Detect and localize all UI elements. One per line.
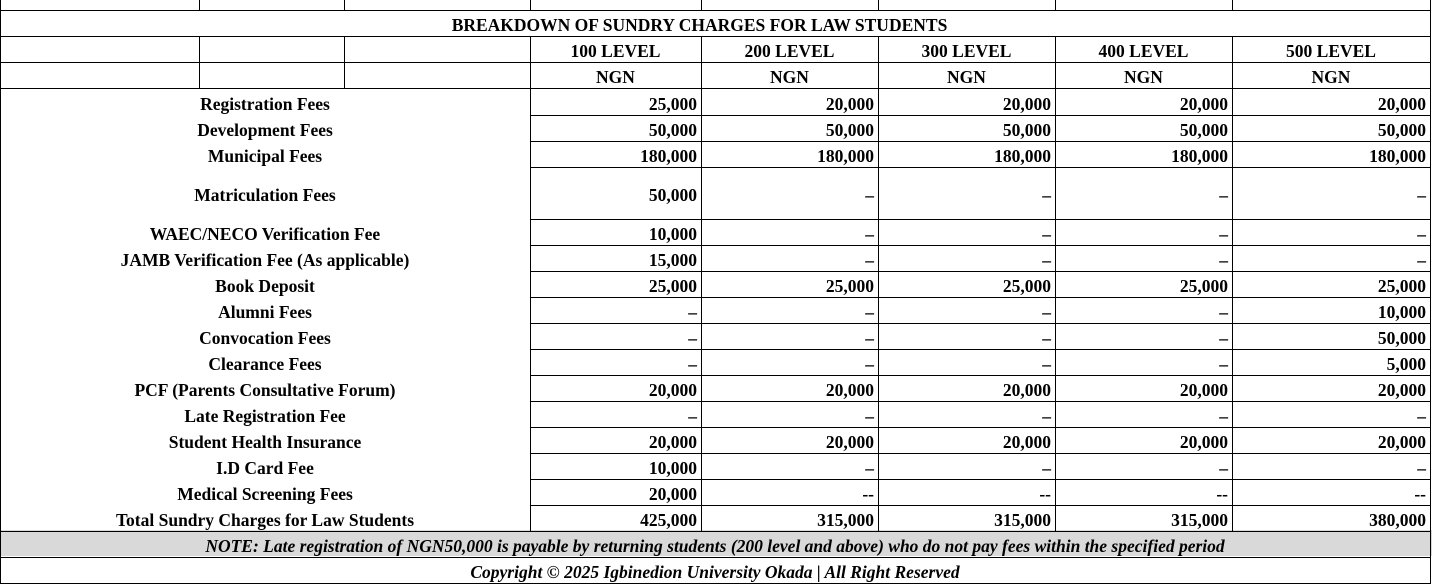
fee-value: –: [1042, 224, 1051, 244]
fee-value: –: [688, 406, 697, 426]
fee-value: --: [1216, 484, 1228, 504]
fee-value: 25,000: [648, 94, 697, 114]
fee-label: Student Health Insurance: [168, 432, 362, 452]
total-value: 380,000: [1369, 510, 1426, 530]
fee-value: 50,000: [1002, 120, 1051, 140]
fee-value: 25,000: [1377, 276, 1426, 296]
fee-label: PCF (Parents Consultative Forum): [134, 380, 396, 400]
grid-line-h: [530, 141, 1431, 142]
fee-value: –: [865, 302, 874, 322]
fee-value: 50,000: [648, 185, 697, 205]
grid-line-h: [0, 10, 1431, 11]
fee-value: 15,000: [648, 250, 697, 270]
grid-line-h: [530, 349, 1431, 350]
fee-label: Clearance Fees: [208, 354, 322, 374]
fee-value: –: [865, 224, 874, 244]
fee-value: 180,000: [640, 146, 697, 166]
fee-value: 20,000: [648, 484, 697, 504]
fee-value: –: [1219, 185, 1228, 205]
fee-value: –: [688, 328, 697, 348]
grid-line-v: [0, 0, 1, 10]
fee-value: 50,000: [1377, 328, 1426, 348]
grid-line-h: [530, 323, 1431, 324]
grid-line-h: [530, 115, 1431, 116]
fee-label: Development Fees: [197, 120, 333, 140]
fee-value: –: [1042, 250, 1051, 270]
grid-line-h: [0, 531, 1431, 532]
grid-line-v: [1430, 36, 1431, 88]
fee-value: –: [1219, 458, 1228, 478]
fee-value: 20,000: [1377, 94, 1426, 114]
fee-value: –: [1219, 354, 1228, 374]
fee-value: –: [1042, 328, 1051, 348]
page-title: BREAKDOWN OF SUNDRY CHARGES FOR LAW STUDENTS: [451, 15, 948, 35]
fee-value: –: [688, 302, 697, 322]
fee-value: 20,000: [1377, 432, 1426, 452]
fee-value: –: [1042, 302, 1051, 322]
fee-value: 20,000: [1179, 94, 1228, 114]
fee-label: Municipal Fees: [207, 146, 323, 166]
fee-value: 10,000: [648, 224, 697, 244]
fee-value: 20,000: [1002, 380, 1051, 400]
fee-value: 20,000: [1377, 380, 1426, 400]
grid-line-v: [0, 36, 1, 88]
grid-line-v: [1430, 531, 1431, 583]
grid-line-h: [530, 219, 1431, 220]
grid-line-h: [530, 271, 1431, 272]
fee-label: I.D Card Fee: [216, 458, 314, 478]
currency-header: NGN: [596, 67, 635, 87]
fee-value: –: [865, 328, 874, 348]
fee-value: 180,000: [817, 146, 874, 166]
fee-value: --: [862, 484, 874, 504]
fee-value: –: [865, 354, 874, 374]
currency-header: NGN: [947, 67, 986, 87]
grid-line-v: [1430, 88, 1431, 531]
fee-value: 50,000: [1377, 120, 1426, 140]
level-header: 400 LEVEL: [1098, 41, 1189, 61]
fee-value: 50,000: [1179, 120, 1228, 140]
currency-header: NGN: [1124, 67, 1163, 87]
fee-label: Alumni Fees: [218, 302, 312, 322]
fee-label: Book Deposit: [215, 276, 315, 296]
fee-value: –: [1219, 224, 1228, 244]
grid-line-h: [530, 375, 1431, 376]
grid-line-h: [530, 453, 1431, 454]
fee-label: Registration Fees: [200, 94, 330, 114]
fee-value: 20,000: [648, 432, 697, 452]
grid-line-v: [344, 36, 345, 88]
grid-line-v: [1430, 10, 1431, 36]
grid-line-h: [0, 62, 1431, 63]
grid-line-h: [530, 505, 1431, 506]
total-value: 425,000: [640, 510, 697, 530]
fee-value: –: [1042, 458, 1051, 478]
fee-value: –: [865, 406, 874, 426]
fee-label: Medical Screening Fees: [177, 484, 353, 504]
grid-line-h: [0, 557, 1431, 558]
grid-line-v: [1232, 0, 1233, 10]
fee-value: –: [1417, 458, 1426, 478]
fee-value: –: [1417, 185, 1426, 205]
fee-value: 20,000: [825, 432, 874, 452]
grid-line-v: [199, 0, 200, 10]
grid-line-v: [199, 36, 200, 88]
grid-line-v: [0, 10, 1, 36]
grid-line-h: [530, 167, 1431, 168]
grid-line-h: [530, 427, 1431, 428]
fee-label: Matriculation Fees: [194, 185, 336, 205]
total-value: 315,000: [1171, 510, 1228, 530]
fee-value: 20,000: [648, 380, 697, 400]
total-value: 315,000: [817, 510, 874, 530]
fee-value: 180,000: [1171, 146, 1228, 166]
fee-value: 20,000: [825, 94, 874, 114]
currency-header: NGN: [1311, 67, 1351, 87]
fee-value: 25,000: [648, 276, 697, 296]
grid-line-h: [0, 88, 1431, 89]
fee-value: –: [865, 185, 874, 205]
fee-value: –: [865, 458, 874, 478]
currency-header: NGN: [770, 67, 809, 87]
fee-value: –: [1417, 250, 1426, 270]
grid-line-v: [344, 0, 345, 10]
fee-value: 20,000: [1002, 432, 1051, 452]
level-header: 500 LEVEL: [1286, 41, 1376, 61]
grid-line-v: [1055, 0, 1056, 10]
total-value: 315,000: [994, 510, 1051, 530]
fee-value: –: [1417, 224, 1426, 244]
fee-value: 180,000: [1369, 146, 1426, 166]
fee-value: 25,000: [1179, 276, 1228, 296]
grid-line-v: [1430, 0, 1431, 10]
fee-value: 20,000: [1002, 94, 1051, 114]
total-label: Total Sundry Charges for Law Students: [115, 510, 415, 530]
fee-value: –: [1219, 302, 1228, 322]
grid-line-h: [530, 297, 1431, 298]
fee-value: –: [688, 354, 697, 374]
fee-value: –: [1042, 406, 1051, 426]
fee-value: –: [1219, 406, 1228, 426]
fee-label: JAMB Verification Fee (As applicable): [120, 250, 410, 270]
fee-value: 50,000: [825, 120, 874, 140]
fee-value: --: [1039, 484, 1051, 504]
grid-line-h: [0, 36, 1431, 37]
fee-value: 25,000: [1002, 276, 1051, 296]
level-header: 200 LEVEL: [744, 41, 835, 61]
fee-value: 180,000: [994, 146, 1051, 166]
grid-line-h: [530, 401, 1431, 402]
fee-label: Convocation Fees: [199, 328, 331, 348]
grid-line-h: [530, 479, 1431, 480]
fee-value: 25,000: [825, 276, 874, 296]
fee-value: –: [1219, 328, 1228, 348]
fee-value: 10,000: [648, 458, 697, 478]
fee-value: 20,000: [825, 380, 874, 400]
fee-value: 20,000: [1179, 380, 1228, 400]
fee-value: 50,000: [648, 120, 697, 140]
grid-line-v: [701, 0, 702, 10]
fee-value: –: [865, 250, 874, 270]
fee-value: --: [1414, 484, 1426, 504]
fee-value: –: [1219, 250, 1228, 270]
late-registration-note: NOTE: Late registration of NGN50,000 is payable by returning students (200 level and above) who do not pay fees within the specified period: [205, 536, 1225, 556]
level-header: 300 LEVEL: [921, 41, 1012, 61]
level-header: 100 LEVEL: [570, 41, 661, 61]
grid-line-v: [878, 0, 879, 10]
grid-line-h: [0, 583, 1431, 584]
fee-value: 5,000: [1386, 354, 1426, 374]
fee-value: –: [1042, 185, 1051, 205]
copyright-footer: Copyright © 2025 Igbinedion University Okada | All Right Reserved: [470, 562, 960, 582]
grid-line-v: [530, 0, 531, 10]
fee-value: –: [1042, 354, 1051, 374]
grid-line-h: [530, 245, 1431, 246]
fee-value: 20,000: [1179, 432, 1228, 452]
fee-value: 10,000: [1377, 302, 1426, 322]
fee-value: –: [1417, 406, 1426, 426]
fee-label: WAEC/NECO Verification Fee: [149, 224, 381, 244]
fee-label: Late Registration Fee: [184, 406, 346, 426]
